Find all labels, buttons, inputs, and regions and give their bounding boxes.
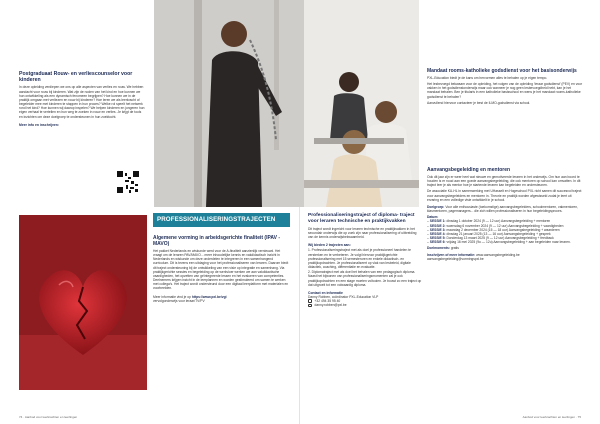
- section-banner: PROFESSIONALISERINGSTRAJECTEN: [153, 213, 290, 227]
- session-item: – SESSIE 6: vrijdag 16 mei 2025 (9u — 12u) Aanvangsbegeleiding + aan begeleiden naar leraren.: [427, 240, 571, 245]
- docent-text: gratis: [450, 246, 459, 251]
- mandaat-body-2: Het lesbevoegd bekwaam voor de opleiding, het volgen van de opleiding ‘leraar godsdienst’ (PEV) en voor vakken in het godsdienstonderwijs maar ook wanneer je nog geen lesbevoegdheid hebt, kan je het mandaat behalen. Ben je titularis in een katholieke basisschool en wens je het mandaat rooms-katholieke godsdienst te behalen?: [427, 82, 583, 99]
- postgraduaat-section: [19, 71, 145, 127]
- postgraduaat-title: Postgraduaat Rouw- en verliescounselor voor kinderen: [19, 71, 133, 84]
- ipav-link-label: Meer informatie vind je op: [153, 294, 191, 299]
- ipav-title: Algemene vorming in arbeidsgerichte finaliteit (IPAV - MAVO): [153, 235, 281, 247]
- datum-label: Datum:: [427, 215, 439, 220]
- traject-2: 2. Diplomatraject met als doel het behalen van een pedagogisch diploma. Naast het bijwonen van professionaliseringsmomenten zal je ook praktijkopdrachten en een stage moeten voltooien. Je bouwt zo een traject op dat uitgroeit tot een volwaardig diploma.: [308, 270, 422, 287]
- heart-photo: [19, 215, 147, 390]
- mandaat-body-1: PXL-Education biedt je de kans om hervormen alles te behalen op je eigen tempo.: [427, 76, 548, 80]
- mail-icon: [308, 304, 312, 308]
- doelgroep-label: Doelgroep:: [427, 204, 445, 209]
- session-item: – SESSIE 5: Donderdag 13 maart 2025 (9 — 12 uur) Aanvangsbegeleiding + feedback: [427, 236, 554, 241]
- professionalisering-body: Dit traject wordt ingericht voor leraren technische en praktijkvakken in het secundair onderwijs die op zoek zijn naar professionalisering of uitbreiding van de kennis onderwijsbekwaamheid.: [308, 226, 417, 240]
- docent-label: Doelmoments:: [427, 246, 450, 251]
- mandaat-body-3: Aanvullend hiervoor contacteer je best de ILMO-godsdienst via school.: [427, 100, 531, 105]
- professionalisering-section: [308, 213, 422, 307]
- traject-1: 1. Professionaliseringstraject met als doel je professioneel handelen te versterken en te verbeteren. Je volgt hiervoor praktijkgerichte professionalisering met 15 semesteruren en enkele didactisch- en praktijkopdrachten. Je professionaliseert op vlak van lesbeleid, digitale didactiek, coaching, differentiatie en evaluatie.: [308, 248, 411, 270]
- contact-phone[interactable]: +32 494 35 95 40: [314, 299, 341, 304]
- ipav-body: Het pakket Nederlands en wiskunde werd voor de A-finaliteit aanzienlijk vernieuwd. Het vraagt om de leraren PAV/MAVO... meer inhoudelijke kennis en vakdidactisch inzicht in Nederlands en wiskunde om deze onderdelen te integreren in een samenhangend curriculum. Dit is tevens een uitdaging voor het professionaliseren van leraren. Daarom biedt dit traject ondersteuning bij de ontwikkeling van een visie op integratie en samenhang. Via praktijkgerichte sessies en begeleiding op de werkvloer werken we aan vakdidactische vaardigheden, het opzetten van geïntegreerde lessen en het evalueren van competenties. Deelnemers krijgen inzicht in de leerplannen en worden gestimuleerd om samen te werken met collega's. Het traject wordt ondersteund door een digitaal leerplatform met materialen en voorbeelden.: [153, 249, 289, 291]
- ipav-link[interactable]: https://www.pxl.be/vgi: [191, 294, 227, 299]
- trajecten-title: Wij bieden 2 trajecten aan:: [308, 243, 351, 248]
- registration-label: Inschrijven of meer informatie:: [427, 252, 476, 257]
- session-item: – SESSIE 1: dinsdag 1 oktober 2024 (9 — 12 uur) Aanvangsbegeleiding + mentoren: [427, 219, 551, 224]
- aanvang-title: Aanvangsbegeleiding en mentoren: [427, 167, 511, 173]
- contact-email[interactable]: danny.robben@pxl.be: [314, 303, 347, 308]
- right-page: [300, 0, 600, 424]
- registration-email[interactable]: aanvangsbegeleiding@vormingspxl.be: [427, 256, 484, 261]
- phone-icon: [308, 299, 312, 303]
- qr-code-icon[interactable]: [117, 171, 139, 193]
- session-item: – SESSIE 3: maandag 2 december 2024 (15 — 18 uur) Aanvangsbegeleiding + waarderen: [427, 227, 560, 232]
- left-footer: 74 · Aanbod voor leerkrachten en leerlingen: [19, 415, 78, 419]
- registration-url[interactable]: www.aanvangsbegeleiding.be: [476, 252, 520, 257]
- contact-email-row: [308, 303, 422, 307]
- ipav-link-2: vervolgonderwijs voor leraar/TV/PV: [153, 298, 205, 303]
- professionalisering-title: Professionaliseringstraject of diploma- traject voor leraren technische en praktijkvakken: [308, 213, 415, 224]
- session-item: – SESSIE 4: dinsdag 21 januari 2025 (13 — 16 uur) Aanvangsbegeleiding + gesprek: [427, 231, 551, 236]
- right-footer: Aanbod voor leerkrachten en leerlingen · 75: [522, 415, 581, 419]
- contact-title: Contact en informatie: [308, 290, 343, 295]
- aanvang-body-1: Ook dit jaar zijn er weer heel wat nieuwe en gemotiveerde leraren in het onderwijs. Om hun aan boord te houden is er nood aan een goede aanvangsbegeleiding, die ook mentoren op school kan omvatten. In dit traject leer je als mentor hoe je startende leraren kan begeleiden en ondersteunen.: [427, 175, 581, 188]
- aanvang-section: [427, 167, 583, 261]
- mandaat-title: Mandaat rooms-katholieke godsdienst voor het basisonderwijs: [427, 68, 577, 74]
- postgraduaat-link-label: Meer info en inschrijven:: [19, 122, 59, 127]
- aanvang-body-2: De associatie KU-HL in samenwerking met UHasselt en Hogeschool PXL richt samen dit succesvol traject voor aanvangsbegeleiders en mentoren in. Theorie en praktijk worden afgewisseld zodat je leert uit ervaring en een volledige visie ontwikkelt in je school.: [427, 189, 582, 202]
- session-item: – SESSIE 2: woensdag 6 november 2024 (9 — 12 uur) Aanvangsbegeleiding + vaardigheden: [427, 223, 564, 228]
- contact-name: Danny Robben, coördinator PXL-Education VLP: [308, 295, 379, 299]
- sessions-list: [427, 219, 583, 244]
- mandaat-section: [427, 68, 583, 105]
- ipav-section: [153, 235, 290, 303]
- postgraduaat-body: In deze opleiding verdiepen we ons op alle aspecten van verlies en rouw. We hebben aandacht voor rouw bij kinderen. Wat zijn de noden van het kind en hoe kunnen we hun ontwikkeling als een dynamisch fenomeen begrijpen? Hoe kunnen we in de praktijk omgaan met verliezen en rouw bij kinderen? Hoe leren we als leerkracht of begeleider mee met kinderen te stappen in hun proces? Welke rol speelt het netwerk rond het kind? Hoe kunnen wij daarop inspelen? We helpen kinderen en jongeren hun eigen verhaal te vertellen en hun weg te zoeken in rouw en verlies. Je krijgt de tools en inzichten om deze doelgroep te ondersteunen in hun zoektocht.: [19, 85, 145, 119]
- doelgroep-text: Voor alle enthousiaste (toekomstige) aanvangsbegeleiders, schoolmentoren, vakmentoren, klasmentoren, pagemanagers... die zich willen professionaliseren in hun begeleidingsproces.: [427, 204, 579, 214]
